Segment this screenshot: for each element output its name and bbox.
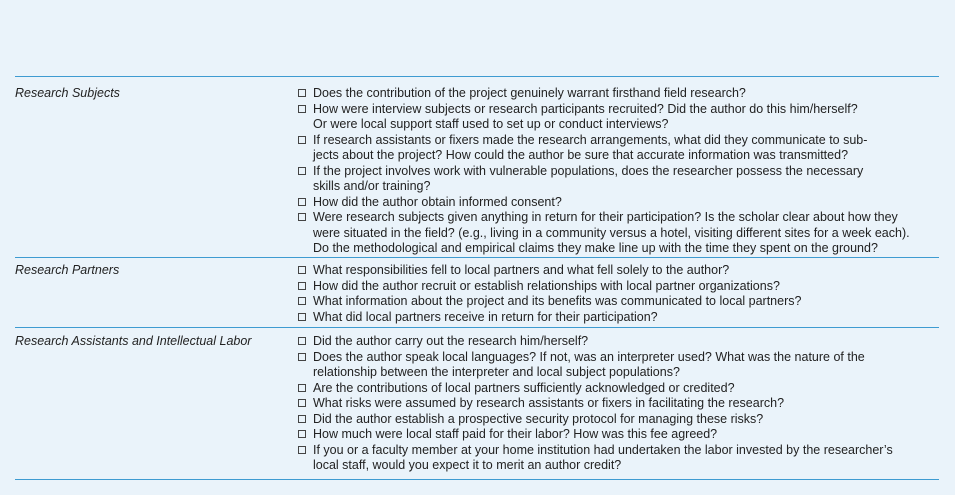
question-item xyxy=(298,443,939,474)
question-text: Are the contributions of local partners sufficiently acknowledged or credited? xyxy=(313,380,735,395)
question-item xyxy=(298,310,939,326)
checkbox-icon[interactable] xyxy=(298,399,306,407)
divider-2 xyxy=(15,327,939,328)
question-text: What information about the project and its benefits was communicated to local partners? xyxy=(313,294,802,308)
question-item xyxy=(298,102,939,133)
question-text: Were research subjects given anything in return for their participation? Is the scholar clear about how they were situated in the field? (e.g., living in a community versus a hotel, visiting different sites for a week each). Do the methodological and empirical claims they make line up with the time they spent on the ground? xyxy=(313,210,910,255)
question-text: If you or a faculty member at your home institution had undertaken the labor invested by the researcher’s local staff, would you expect it to merit an author credit? xyxy=(313,442,893,472)
checkbox-icon[interactable] xyxy=(298,313,306,321)
checkbox-icon[interactable] xyxy=(298,384,306,392)
checkbox-icon[interactable] xyxy=(298,266,306,274)
question-item xyxy=(298,294,939,310)
question-item xyxy=(298,164,939,195)
checkbox-icon[interactable] xyxy=(298,167,306,175)
question-text: If research assistants or fixers made the research arrangements, what did they communicate to sub- jects about the project? How could the author be sure that accurate information was transmitted? xyxy=(313,132,868,162)
question-text: What did local partners receive in return for their participation? xyxy=(313,309,658,324)
section-label: Research Assistants and Intellectual Labor xyxy=(15,334,252,348)
checkbox-icon[interactable] xyxy=(298,213,306,221)
question-item xyxy=(298,210,939,257)
question-item xyxy=(298,86,939,102)
checkbox-icon[interactable] xyxy=(298,337,306,345)
checkbox-icon[interactable] xyxy=(298,105,306,113)
question-text: How did the author obtain informed consent? xyxy=(313,194,562,209)
question-text: What responsibilities fell to local partners and what fell solely to the author? xyxy=(313,263,730,277)
divider-bottom xyxy=(15,479,939,480)
divider-1 xyxy=(15,257,939,258)
checkbox-icon[interactable] xyxy=(298,297,306,305)
question-list xyxy=(298,334,939,474)
question-item xyxy=(298,427,939,443)
section-label: Research Partners xyxy=(15,263,120,277)
checkbox-icon[interactable] xyxy=(298,353,306,361)
question-item xyxy=(298,263,939,279)
checkbox-icon[interactable] xyxy=(298,198,306,206)
question-text: Did the author establish a prospective security protocol for managing these risks? xyxy=(313,411,764,426)
checkbox-icon[interactable] xyxy=(298,446,306,454)
question-item xyxy=(298,381,939,397)
checkbox-icon[interactable] xyxy=(298,89,306,97)
checkbox-icon[interactable] xyxy=(298,282,306,290)
question-item xyxy=(298,195,939,211)
question-list xyxy=(298,86,939,257)
question-text: What risks were assumed by research assistants or fixers in facilitating the research? xyxy=(313,396,785,410)
question-text: How were interview subjects or research participants recruited? Did the author do this him/herself? Or were local support staff used to set up or conduct interviews? xyxy=(313,101,858,131)
question-item xyxy=(298,350,939,381)
checkbox-icon[interactable] xyxy=(298,430,306,438)
question-item xyxy=(298,396,939,412)
divider-top xyxy=(15,76,939,77)
question-list xyxy=(298,263,939,325)
question-item xyxy=(298,133,939,164)
question-text: Did the author carry out the research him/herself? xyxy=(313,334,589,348)
question-item xyxy=(298,412,939,428)
checkbox-icon[interactable] xyxy=(298,415,306,423)
checkbox-icon[interactable] xyxy=(298,136,306,144)
question-item xyxy=(298,279,939,295)
question-text: How did the author recruit or establish relationships with local partner organizations? xyxy=(313,278,780,293)
question-item xyxy=(298,334,939,350)
question-text: How much were local staff paid for their labor? How was this fee agreed? xyxy=(313,427,718,441)
question-text: If the project involves work with vulnerable populations, does the researcher possess the necessary skills and/or training? xyxy=(313,163,864,193)
question-text: Does the contribution of the project genuinely warrant firsthand field research? xyxy=(313,86,746,100)
question-text: Does the author speak local languages? If not, was an interpreter used? What was the nature of the relationship between the interpreter and local subject populations? xyxy=(313,349,865,379)
section-label: Research Subjects xyxy=(15,86,120,100)
